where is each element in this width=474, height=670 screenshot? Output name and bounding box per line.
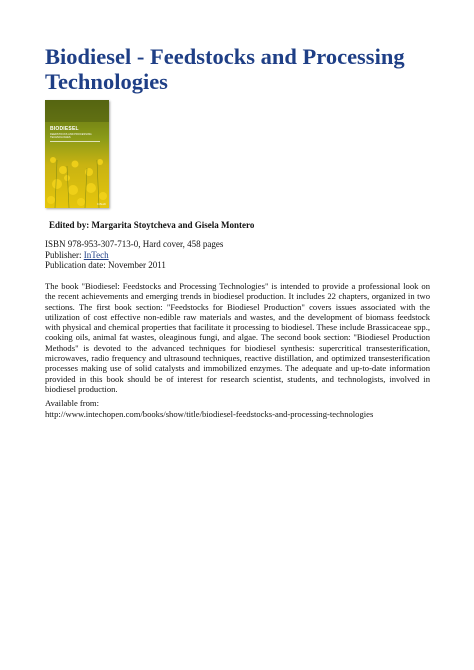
isbn-line: ISBN 978-953-307-713-0, Hard cover, 458 pages — [45, 239, 224, 249]
cover-text-block — [50, 126, 106, 142]
cover-title: BIODIESEL — [50, 126, 79, 132]
publisher-line — [45, 250, 445, 261]
cover-subtitle: FEEDSTOCKS AND PROCESSING TECHNOLOGIES — [50, 133, 92, 139]
book-description: The book "Biodiesel: Feedstocks and Processing Technologies" is intended to provide a professional look on the recent achievements and emerging trends in biodiesel production. It includes 22 chapters, organized in two sections. The first book section: "Feedstocks for Biodiesel Production" covers issues associated with the utilization of cost effective non-edible raw materials and wastes, and the development of biomass feedstock with physical and chemical properties that facilitate it processing to biodiesel. These include Brassicaceae spp., cooking oils, animal fat wastes, oleaginous fungi, and algae. The second book section: "Biodiesel Production Methods" is devoted to the advanced techniques for biodiesel synthesis: supercritical transesterification, microwaves, radio frequency and ultrasound techniques, reactive distillation, and optimized transesterification processes making use of solid catalysts and immobilized enzymes. The adequate and up-to-date information provided in this book should be of interest for research scientist, students, and technologists, involved in biodiesel production. — [45, 281, 430, 394]
editors-line: Edited by: Margarita Stoytcheva and Gisela Montero — [49, 220, 255, 230]
publication-date: Publication date: November 2011 — [45, 260, 166, 270]
publisher-link[interactable]: InTech — [83, 249, 109, 260]
book-metadata — [45, 239, 445, 271]
book-title: Biodiesel - Feedstocks and Processing Technologies — [45, 44, 405, 94]
cover-publisher-logo: InTech — [97, 202, 106, 206]
available-url[interactable]: http://www.intechopen.com/books/show/title/biodiesel-feedstocks-and-processing-technologies — [45, 408, 374, 419]
cover-divider — [50, 141, 100, 142]
availability-block — [45, 398, 455, 419]
book-cover-image — [45, 100, 109, 208]
available-label: Available from: — [45, 398, 100, 408]
publisher-label: Publisher: — [45, 249, 84, 260]
cover-photo — [45, 100, 109, 208]
